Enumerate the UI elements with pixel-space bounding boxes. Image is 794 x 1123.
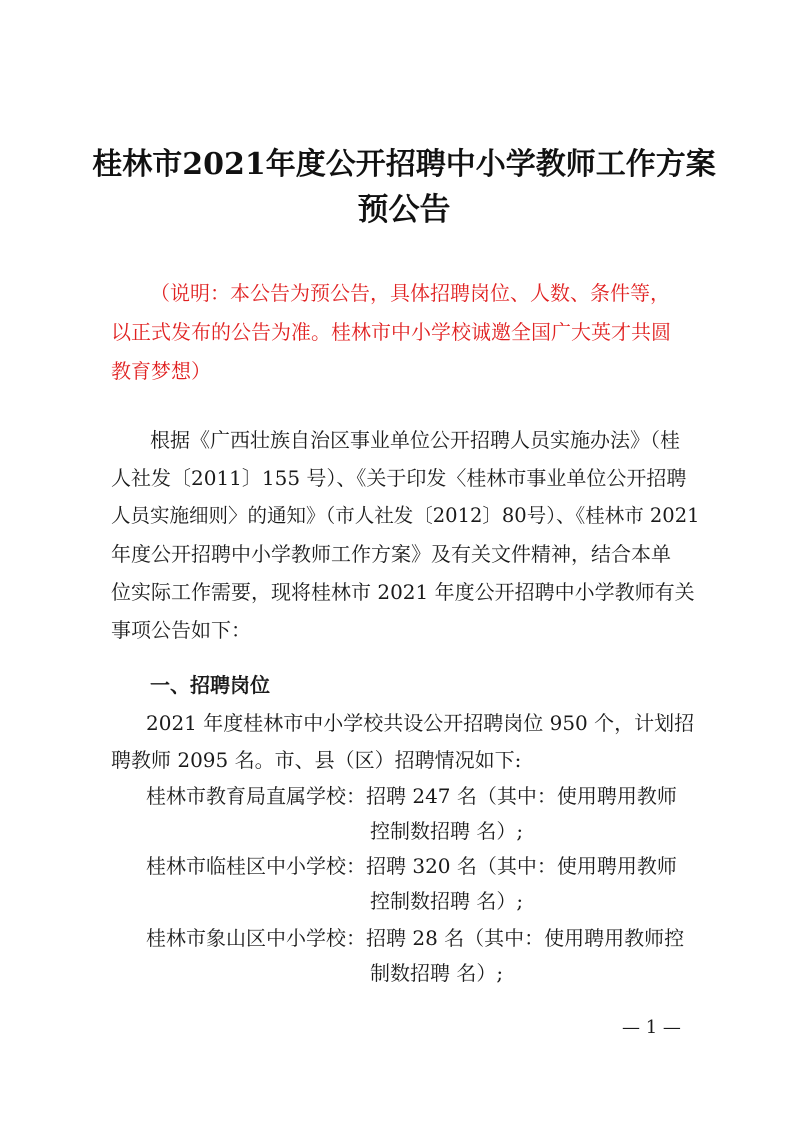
section-para-line-2: 聘教师 2095 名。市、县（区）招聘情况如下: [111,748,522,772]
recruit-item-line-1: 桂林市临桂区中小学校：招聘 320 名（其中：使用聘用教师 [146,854,677,878]
note-line-3: 教育梦想） [111,359,211,383]
recruit-item-line-1: 桂林市教育局直属学校：招聘 247 名（其中：使用聘用教师 [146,784,677,808]
intro-line-6: 事项公告如下： [111,618,251,642]
intro-line-2: 人社发〔2011〕155 号）、《关于印发〈桂林市事业单位公开招聘 [111,466,687,490]
intro-line-1: 根据《广西壮族自治区事业单位公开招聘人员实施办法》（桂 [150,428,680,452]
intro-line-5: 位实际工作需要，现将桂林市 2021 年度公开招聘中小学教师有关 [111,580,695,604]
intro-line-3: 人员实施细则〉的通知》（市人社发〔2012〕80号）、《桂林市 2021 [111,504,700,527]
note-line-2: 以正式发布的公告为准。桂林市中小学校诚邀全国广大英才共圆 [111,320,671,344]
recruit-item-line-1: 桂林市象山区中小学校：招聘 28 名（其中：使用聘用教师控 [146,926,685,950]
note-line-1: （说明：本公告为预公告，具体招聘岗位、人数、条件等， [150,281,670,305]
title-line-1: 桂林市2021年度公开招聘中小学教师工作方案 [92,147,716,182]
section-para-line-1: 2021 年度桂林市中小学校共设公开招聘岗位 950 个，计划招 [146,711,695,735]
page-number: — 1 — [622,1017,681,1038]
section-heading: 一、招聘岗位 [150,673,270,697]
recruit-item-line-2: 控制数招聘 名）; [370,889,524,913]
title-line-2: 预公告 [357,192,451,228]
recruit-item-line-2: 制数招聘 名）; [370,961,504,985]
intro-line-4: 年度公开招聘中小学教师工作方案》及有关文件精神，结合本单 [111,542,671,566]
recruit-item-line-2: 控制数招聘 名）; [370,819,524,843]
